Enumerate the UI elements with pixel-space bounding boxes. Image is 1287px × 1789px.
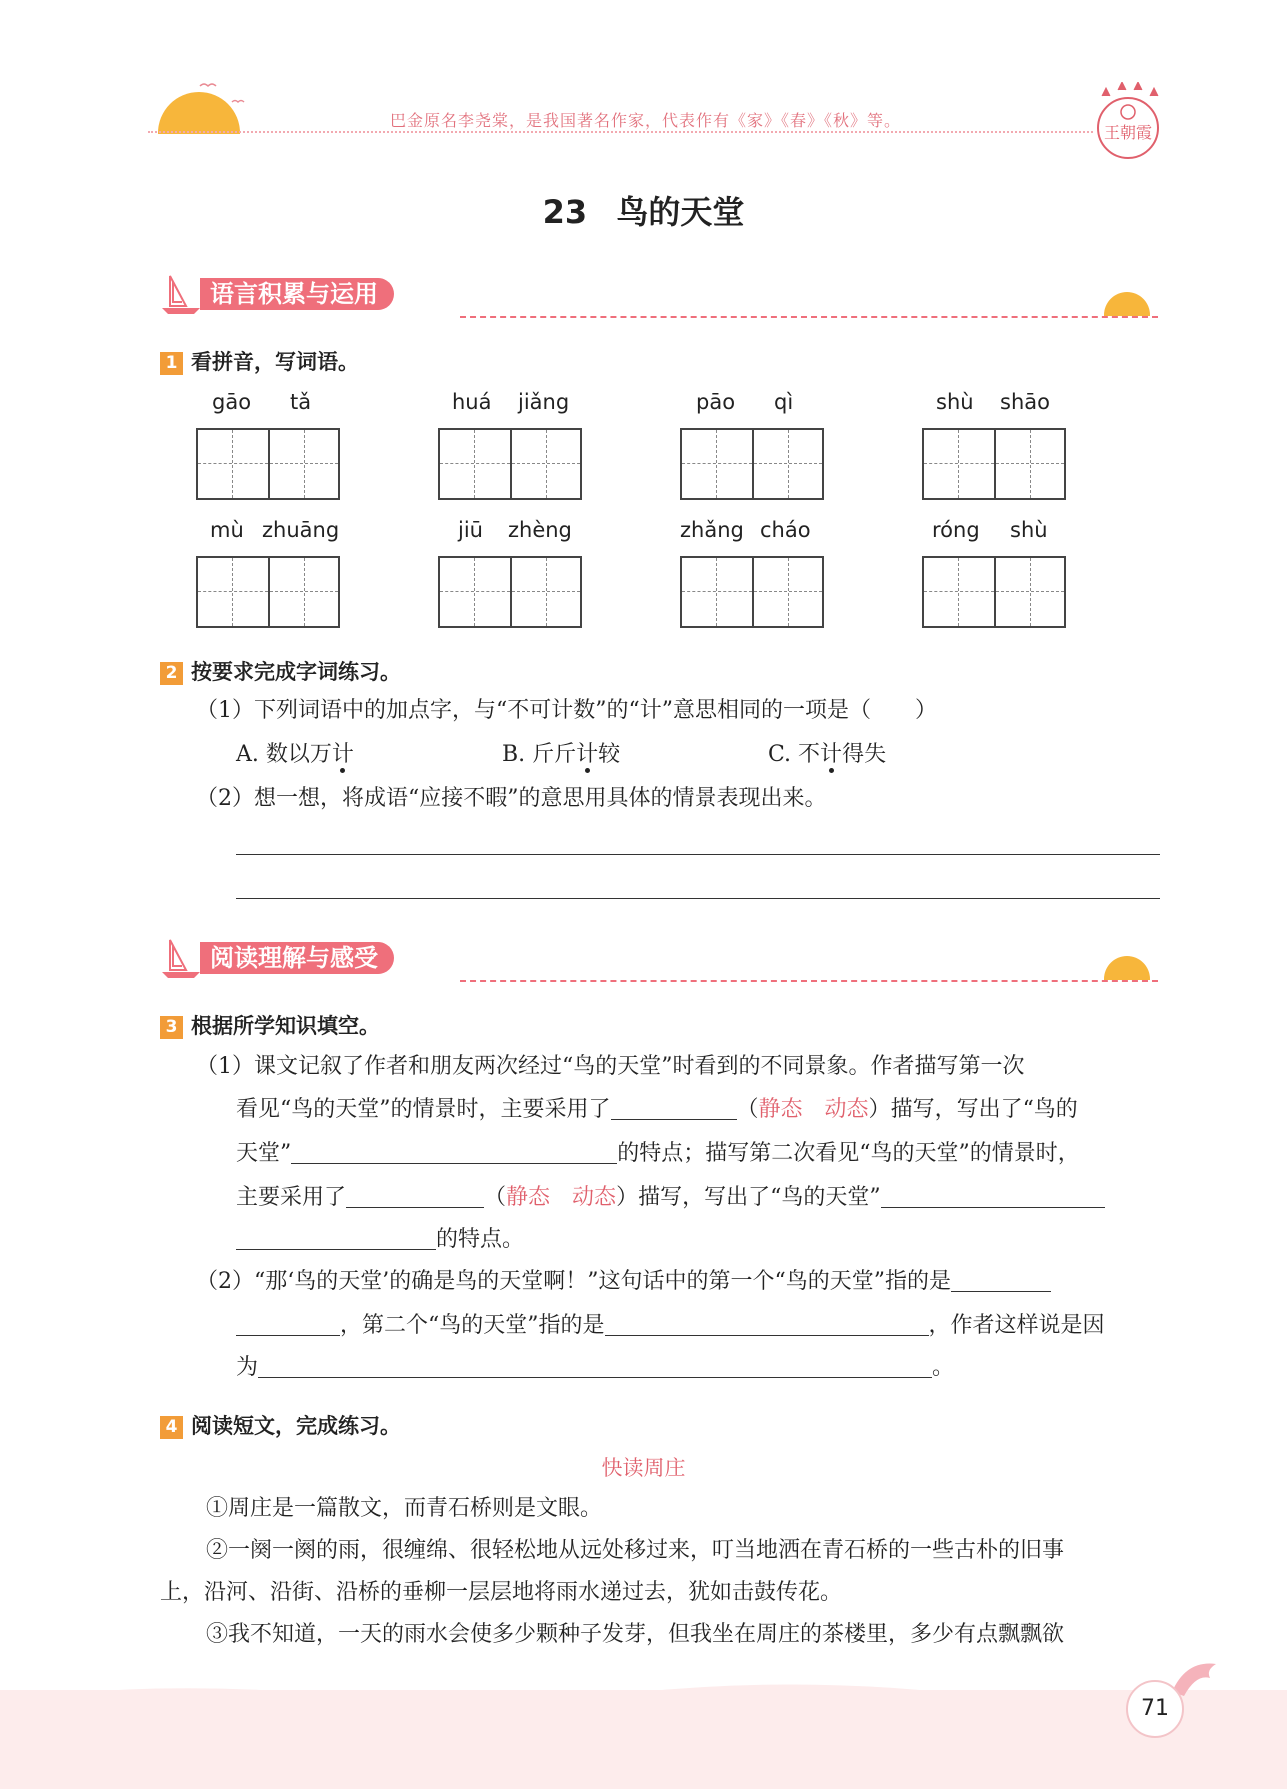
article-paragraph-3: ③我不知道，一天的雨水会使多少颗种子发芽，但我坐在周庄的茶楼里，多少有点飘飘欲 [206,1622,1065,1647]
pinyin-label: jiǎng [518,390,570,414]
pinyin-label: huá [452,390,492,414]
article-paragraph-2-cont: 上，沿河、沿街、沿桥的垂柳一层层地将雨水递过去，犹如击鼓传花。 [160,1580,843,1605]
question-3-line-1: （1）课文记叙了作者和朋友两次经过“鸟的天堂”时看到的不同景象。作者描写第一次 [196,1054,1025,1079]
question-2-heading: 2 按要求完成字词练习。 [160,656,401,686]
question-2-part-1: （1）下列词语中的加点字，与“不可计数”的“计”意思相同的一项是（ ） [196,698,937,723]
question-4-heading: 4 阅读短文，完成练习。 [160,1410,401,1440]
pinyin-label: zhǎng [680,518,744,542]
answer-line[interactable] [236,854,1160,855]
question-3-line-7: ，第二个“鸟的天堂”指的是 ，作者这样说是因 [236,1310,1105,1341]
fill-blank[interactable] [611,1094,737,1120]
answer-grid[interactable] [680,556,824,628]
banner-divider [460,980,1158,982]
question-3-line-2: 看见“鸟的天堂”的情景时，主要采用了 （静态 动态）描写，写出了“鸟的 [236,1094,1078,1125]
question-number: 4 [160,1416,183,1439]
answer-grid[interactable] [922,556,1066,628]
fill-blank[interactable] [951,1266,1051,1292]
pinyin-label: mù [210,518,244,542]
fill-blank[interactable] [605,1310,929,1336]
question-3-line-4: 主要采用了 （静态 动态）描写，写出了“鸟的天堂” [236,1182,1105,1213]
fill-blank[interactable] [236,1224,436,1250]
section-title: 语言积累与运用 [200,278,394,310]
option-b[interactable]: B. 斤斤计较 [502,742,621,767]
question-3-line-5: 的特点。 [236,1224,524,1255]
section-title: 阅读理解与感受 [200,942,394,974]
pinyin-label: zhèng [508,518,572,542]
pinyin-label: qì [774,390,794,414]
pinyin-label: zhuāng [262,518,340,542]
pinyin-label: shù [936,390,974,414]
answer-line[interactable] [236,898,1160,899]
pinyin-label: cháo [760,518,811,542]
fill-blank[interactable] [291,1138,617,1164]
question-number: 2 [160,662,183,685]
answer-grid[interactable] [196,428,340,500]
fill-blank[interactable] [236,1310,340,1336]
answer-grid[interactable] [922,428,1066,500]
header-divider [148,131,1093,133]
banner-divider [460,316,1158,318]
answer-grid[interactable] [438,428,582,500]
question-2-part-2: （2）想一想，将成语“应接不暇”的意思用具体的情景表现出来。 [196,786,827,811]
fill-blank[interactable] [258,1352,932,1378]
article-paragraph-2: ②一阕一阕的雨，很缠绵、很轻松地从远处移过来，叮当地洒在青石桥的一些古朴的旧事 [206,1538,1065,1563]
pinyin-label: shāo [1000,390,1050,414]
author-seal-icon [1088,82,1168,162]
small-sun-icon [1104,956,1150,980]
pinyin-label: tǎ [290,390,312,414]
answer-grid[interactable] [438,556,582,628]
pinyin-label: gāo [212,390,252,414]
option-c[interactable]: C. 不计得失 [768,742,887,767]
pinyin-label: pāo [696,390,736,414]
small-sun-icon [1104,292,1150,316]
svg-text:王朝霞: 王朝霞 [1103,123,1153,142]
question-number: 3 [160,1016,183,1039]
pinyin-label: róng [932,518,980,542]
answer-grid[interactable] [196,556,340,628]
footer-wave-edge [0,1680,1287,1710]
question-3-line-6: （2）“那‘鸟的天堂’的确是鸟的天堂啊！”这句话中的第一个“鸟的天堂”指的是 [196,1266,1051,1297]
article-title: 快读周庄 [601,1456,686,1480]
question-3-line-3: 天堂” 的特点；描写第二次看见“鸟的天堂”的情景时， [236,1138,1080,1169]
header-note: 巴金原名李尧棠，是我国著名作家，代表作有《家》《春》《秋》等。 [390,111,902,130]
question-3-line-8: 为 。 [236,1352,954,1383]
birds-icon [196,80,256,120]
question-1-heading: 1 看拼音，写词语。 [160,346,359,376]
fill-blank[interactable] [346,1182,484,1208]
article-paragraph-1: ①周庄是一篇散文，而青石桥则是文眼。 [206,1496,603,1521]
page-number: 71 [1126,1680,1184,1738]
pinyin-label: shù [1010,518,1048,542]
option-a[interactable]: A. 数以万计 [236,742,354,767]
question-number: 1 [160,352,183,375]
page-title: 23 鸟的天堂 [542,193,745,231]
answer-grid[interactable] [680,428,824,500]
question-3-heading: 3 根据所学知识填空。 [160,1010,380,1040]
pinyin-label: jiū [458,518,483,542]
fill-blank[interactable] [881,1182,1105,1208]
